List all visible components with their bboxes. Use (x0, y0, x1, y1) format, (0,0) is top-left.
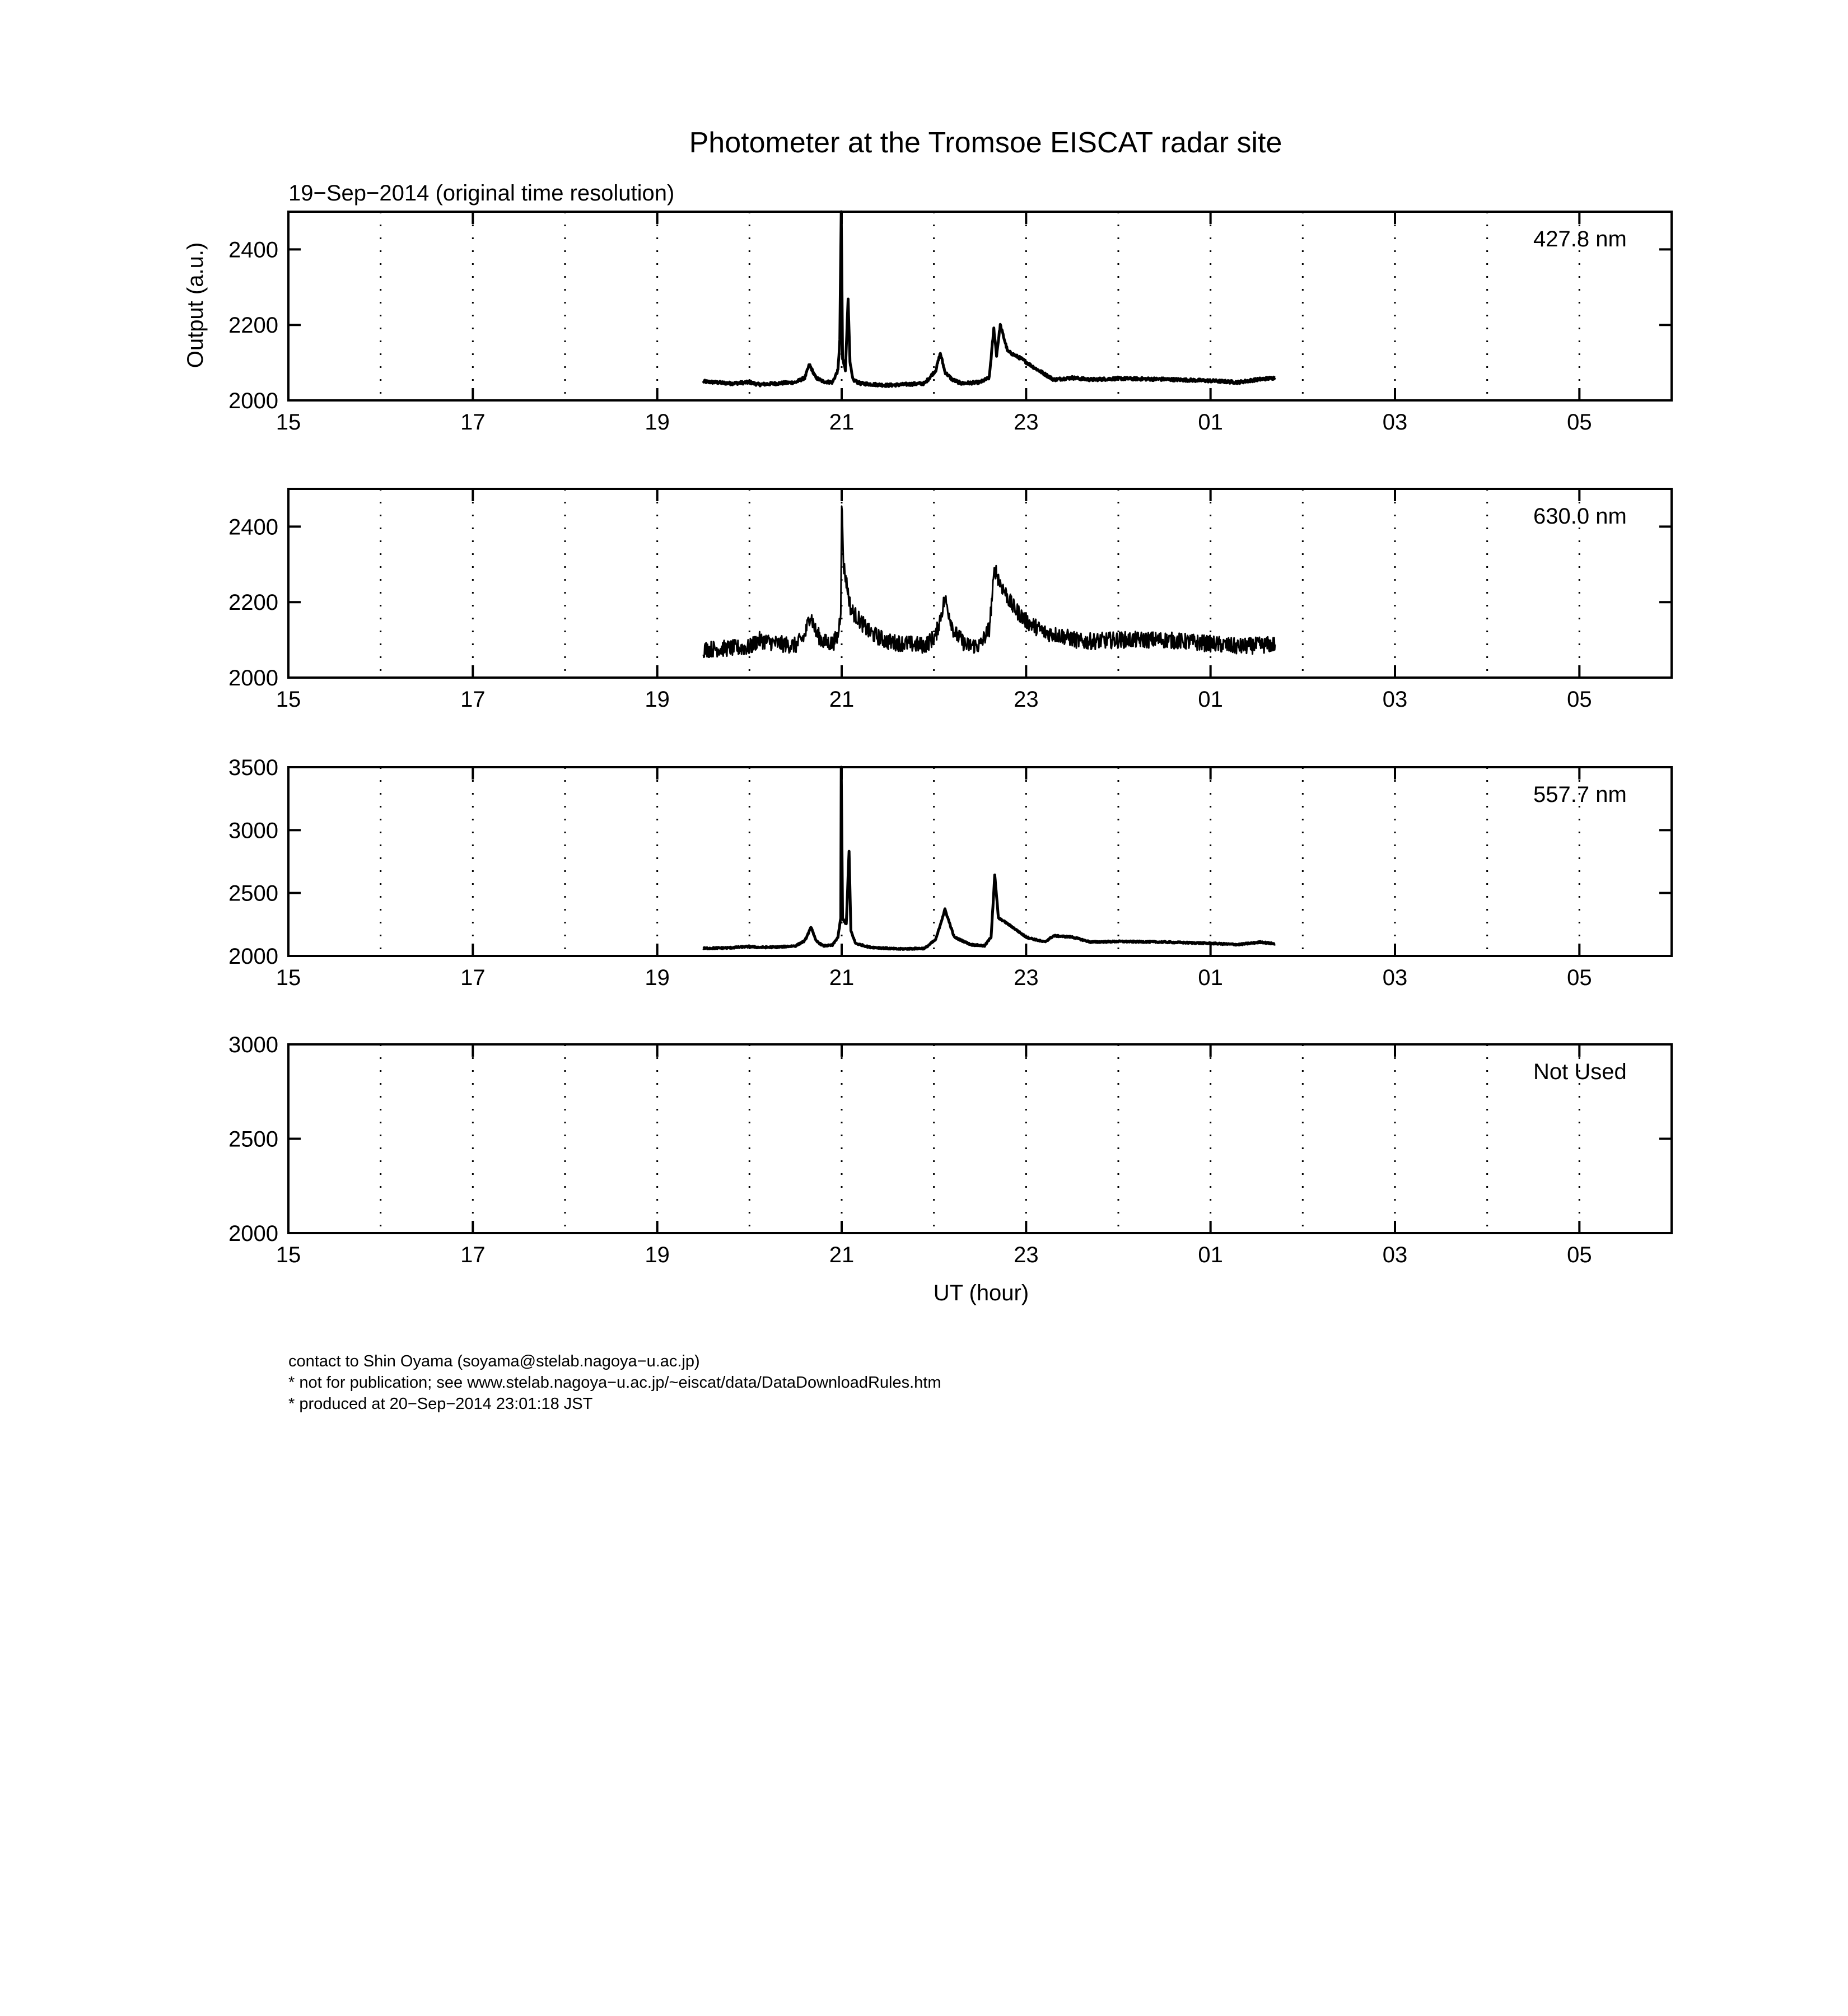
panel-label: 557.7 nm (1533, 782, 1627, 807)
panel-2 (228, 489, 1672, 712)
x-tick-label: 21 (829, 410, 855, 435)
y-tick-label: 2000 (228, 1221, 278, 1246)
y-tick-label: 2200 (228, 313, 278, 338)
plot-frame (288, 212, 1672, 400)
footer-notes (288, 1351, 941, 1415)
x-tick-label: 05 (1567, 965, 1592, 990)
data-series-line (703, 767, 1275, 950)
x-tick-label: 21 (829, 687, 855, 712)
data-series-line (703, 506, 1275, 657)
plot-frame (288, 1044, 1672, 1233)
x-tick-label: 01 (1198, 687, 1223, 712)
x-tick-label: 01 (1198, 410, 1223, 435)
y-tick-label: 3000 (228, 818, 278, 843)
data-series-line (703, 212, 1275, 386)
x-tick-label: 15 (276, 687, 301, 712)
x-tick-label: 05 (1567, 687, 1592, 712)
x-tick-label: 21 (829, 965, 855, 990)
x-tick-label: 05 (1567, 410, 1592, 435)
panel-3 (228, 755, 1672, 990)
x-tick-label: 17 (460, 1243, 486, 1267)
footer-publication-note: * not for publication; see www.stelab.nagoya−u.ac.jp/~eiscat/data/DataDownloadRules.htm (288, 1374, 941, 1392)
y-tick-label: 2500 (228, 881, 278, 906)
panel-1 (228, 212, 1672, 435)
x-tick-label: 19 (645, 1243, 670, 1267)
x-tick-label: 15 (276, 965, 301, 990)
plot-frame (288, 767, 1672, 956)
x-tick-label: 15 (276, 1243, 301, 1267)
x-tick-label: 01 (1198, 965, 1223, 990)
panel-4 (228, 1033, 1672, 1267)
y-axis-label: Output (a.u.) (183, 242, 208, 368)
x-tick-label: 03 (1382, 687, 1408, 712)
x-tick-label: 23 (1014, 410, 1039, 435)
y-tick-label: 2400 (228, 237, 278, 263)
chart-title: Photometer at the Tromsoe EISCAT radar site (689, 127, 1282, 159)
footer-produced-note: * produced at 20−Sep−2014 23:01:18 JST (288, 1395, 593, 1413)
x-tick-label: 23 (1014, 1243, 1039, 1267)
x-tick-label: 23 (1014, 687, 1039, 712)
footer-contact: contact to Shin Oyama (soyama@stelab.nagoya−u.ac.jp) (288, 1352, 700, 1370)
y-tick-label: 2200 (228, 590, 278, 615)
x-tick-label: 17 (460, 965, 486, 990)
plot-frame (288, 489, 1672, 678)
x-tick-label: 03 (1382, 1243, 1408, 1267)
y-tick-label: 2000 (228, 944, 278, 969)
x-tick-label: 23 (1014, 965, 1039, 990)
x-tick-label: 01 (1198, 1243, 1223, 1267)
x-tick-label: 03 (1382, 410, 1408, 435)
x-tick-label: 21 (829, 1243, 855, 1267)
x-tick-label: 03 (1382, 965, 1408, 990)
y-tick-label: 2000 (228, 389, 278, 413)
x-tick-label: 15 (276, 410, 301, 435)
x-tick-label: 17 (460, 410, 486, 435)
x-tick-label: 17 (460, 687, 486, 712)
panel-label: Not Used (1533, 1060, 1627, 1084)
y-tick-label: 2000 (228, 666, 278, 690)
panel-label: 630.0 nm (1533, 504, 1627, 529)
y-tick-label: 3500 (228, 755, 278, 780)
y-tick-label: 3000 (228, 1033, 278, 1057)
panel-label: 427.8 nm (1533, 227, 1627, 251)
chart-subtitle: 19−Sep−2014 (original time resolution) (288, 181, 675, 206)
x-tick-label: 19 (645, 965, 670, 990)
y-tick-label: 2400 (228, 515, 278, 540)
x-axis-label: UT (hour) (933, 1281, 1029, 1305)
x-tick-label: 05 (1567, 1243, 1592, 1267)
x-tick-label: 19 (645, 687, 670, 712)
x-tick-label: 19 (645, 410, 670, 435)
y-tick-label: 2500 (228, 1127, 278, 1152)
